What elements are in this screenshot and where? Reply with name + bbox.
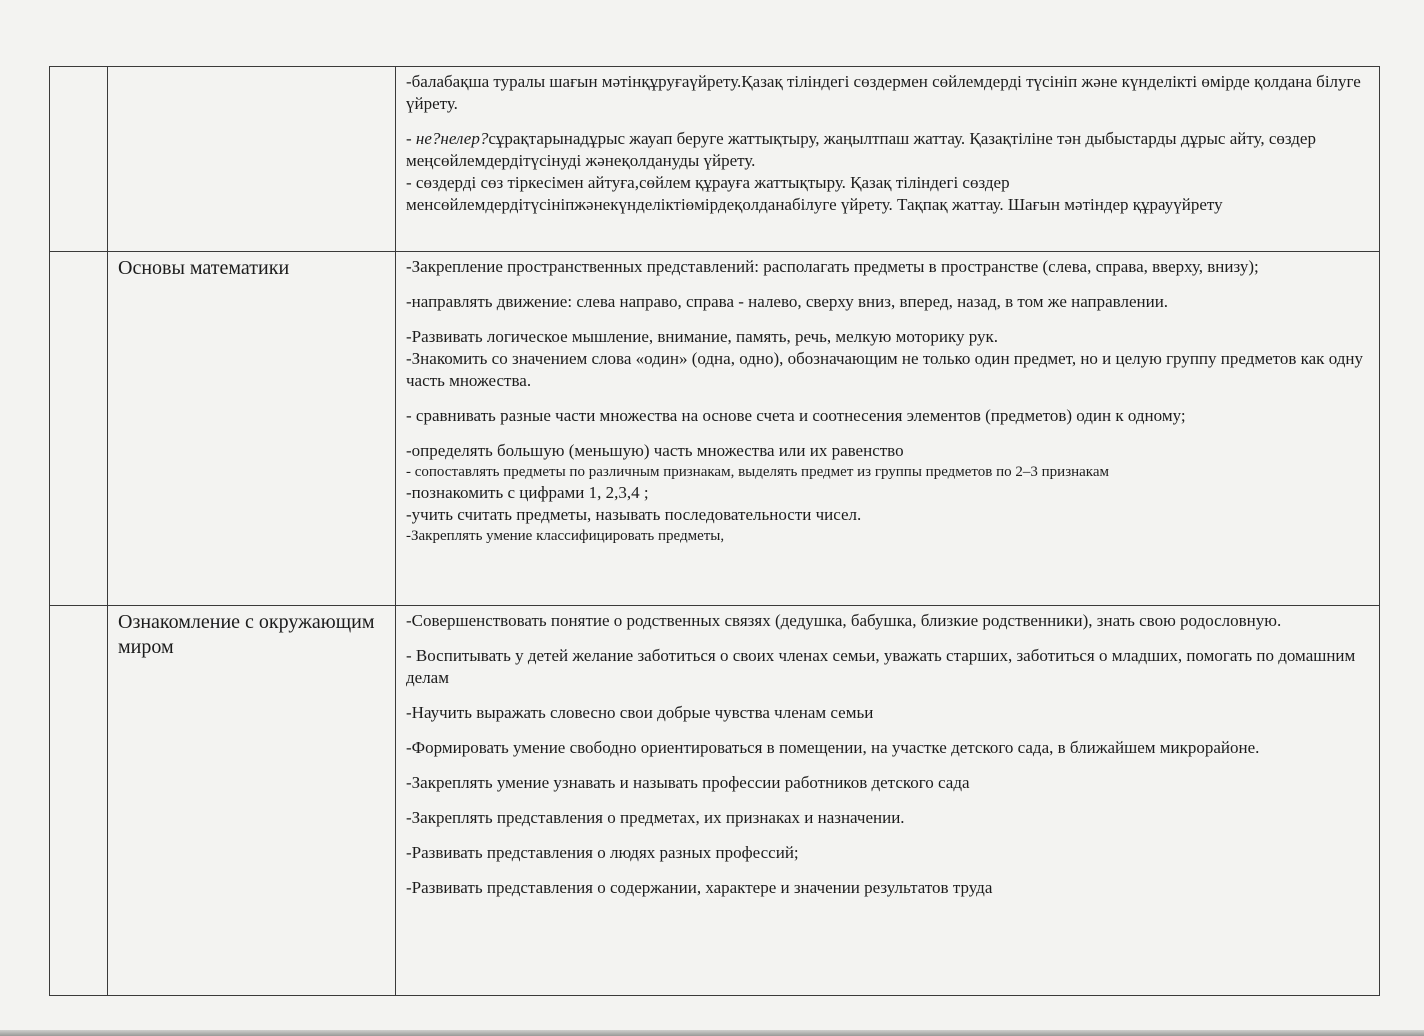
table-row [50,252,1380,606]
list-item: -Формировать умение свободно ориентироваться в помещении, на участке детского сада, в ближайшем микрорайоне. [406,738,1260,757]
scan-edge [0,1030,1424,1036]
index-cell [50,67,108,252]
table-row [50,67,1380,252]
list-item: - сопоставлять предметы по различным признакам, выделять предмет из группы предметов по 2–3 признакам [406,464,1110,480]
list-item: - сөздерді сөз тіркесімен айтуға,сөйлем құрауға жаттықтыру. Қазақ тіліндегі сөздер менсөйлемдердітүсініпжәнекүнделіктіөмірдеқолданабілуге үйрету. Тақпақ жаттау. Шағын мәтіндер құрауүйрету [406,173,1223,214]
subject-cell: Ознакомление с окружающим миром [108,606,396,996]
list-item: -Закреплять умение классифицировать предметы, [406,528,725,544]
list-item: -Совершенствовать понятие о родственных связях (дедушка, бабушка, близкие родственники), знать свою родословную. [406,611,1282,630]
list-item: -балабақша туралы шағын мәтінқұруғаүйрету.Қазақ тіліндегі сөздермен сөйлемдерді түсініп және күнделікті өмірде қолдана білуге үйрету. [406,72,1361,113]
list-item: - не?нелер?сұрақтарынадұрыс жауап беруге жаттықтыру, жаңылтпаш жаттау. Қазақтіліне тән дыбыстарды дұрыс айту, сөздер меңсөйлемдердітүсінуді жәнеқолдануды үйрету. [406,129,1316,170]
table-row [50,606,1380,996]
list-item: -определять большую (меньшую) часть множества или их равенство [406,441,904,460]
content-cell [396,606,1380,996]
list-item: -Закреплять умение узнавать и называть профессии работников детского сада [406,773,970,792]
list-item: -познакомить с цифрами 1, 2,3,4 ; [406,483,649,502]
italic-prefix: - не?нелер? [406,129,489,148]
content-cell [396,67,1380,252]
subject-cell [108,67,396,252]
list-item: -Знакомить со значением слова «один» (одна, одно), обозначающим не только один предмет, но и целую группу предметов как одну часть множества. [406,349,1363,390]
curriculum-table [49,66,1380,996]
list-item: -Закреплять представления о предметах, их признаках и назначении. [406,808,905,827]
list-item: - сравнивать разные части множества на основе счета и соотнесения элементов (предметов) один к одному; [406,406,1186,425]
list-item: -Развивать представления о содержании, характере и значении результатов труда [406,878,993,897]
list-item: -Закрепление пространственных представлений: располагать предметы в пространстве (слева, справа, вверху, внизу); [406,257,1259,276]
list-item: -Развивать логическое мышление, внимание, память, речь, мелкую моторику рук. [406,327,999,346]
index-cell [50,252,108,606]
list-item: -Развивать представления о людях разных профессий; [406,843,799,862]
list-item: -учить считать предметы, называть последовательности чисел. [406,505,862,524]
subject-cell: Основы математики [108,252,396,606]
list-item: - Воспитывать у детей желание заботиться о своих членах семьи, уважать старших, заботиться о младших, помогать по домашним делам [406,646,1356,687]
list-item: -Научить выражать словесно свои добрые чувства членам семьи [406,703,874,722]
content-cell [396,252,1380,606]
list-item: -направлять движение: слева направо, справа - налево, сверху вниз, вперед, назад, в том же направлении. [406,292,1169,311]
index-cell [50,606,108,996]
